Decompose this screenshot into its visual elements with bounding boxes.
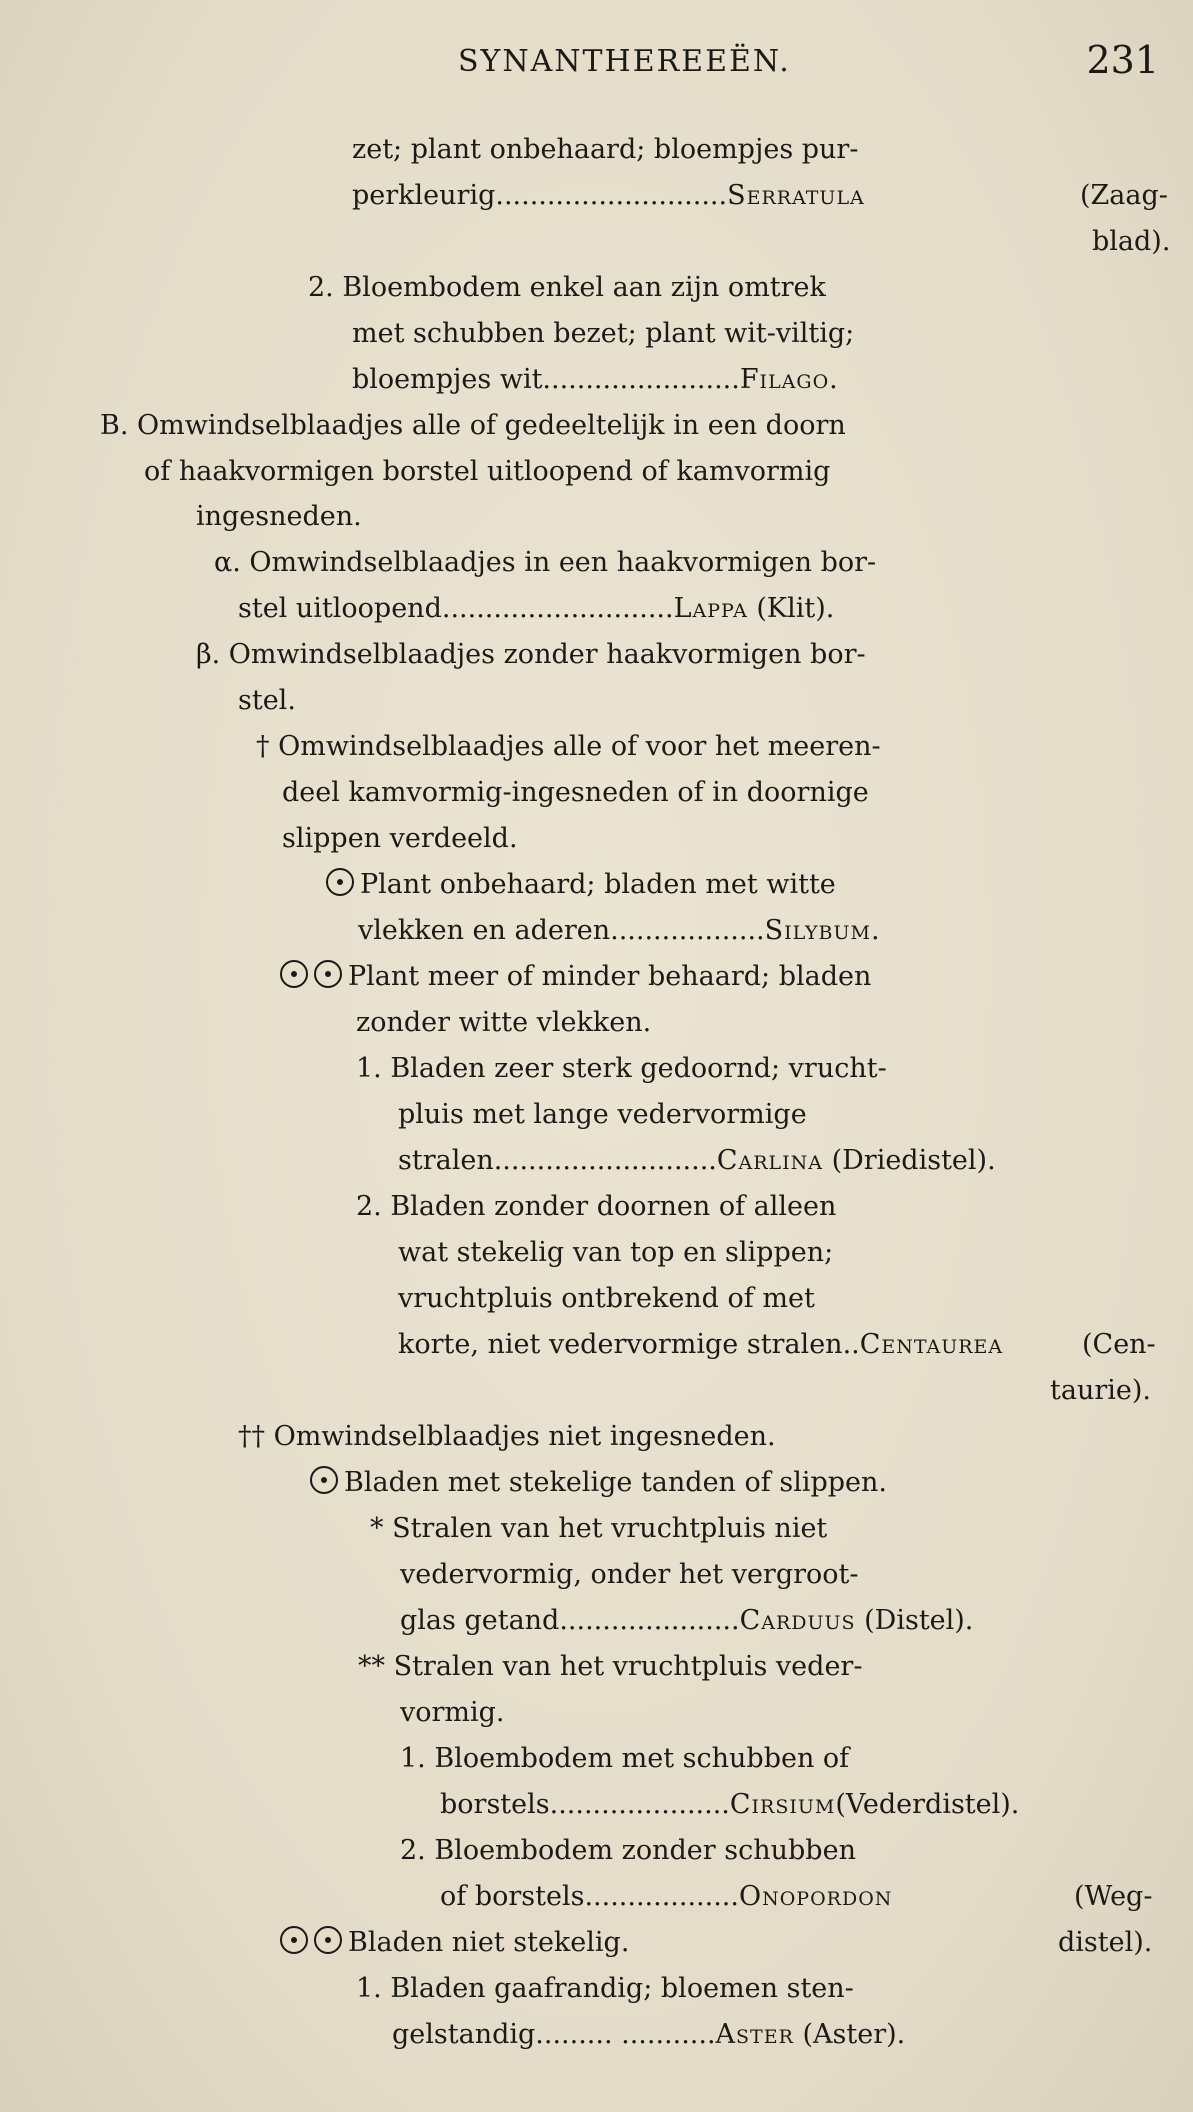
text-line bbox=[280, 957, 871, 997]
common-name: (Weg- bbox=[1074, 1881, 1153, 1912]
text-line bbox=[400, 1601, 973, 1641]
entry-leader: stel uitloopend........................... bbox=[238, 593, 674, 624]
text-line bbox=[440, 1877, 892, 1917]
text-line: vedervormig, onder het vergroot- bbox=[400, 1559, 859, 1590]
text-line: 1. Bladen gaafrandig; bloemen sten- bbox=[356, 1973, 854, 2004]
text-line: wat stekelig van top en slippen; bbox=[398, 1237, 834, 1268]
text-line bbox=[398, 1141, 996, 1181]
common-name: (Cen- bbox=[1082, 1329, 1156, 1360]
text-line: α. Omwindselblaadjes in een haakvormigen bor- bbox=[214, 547, 877, 578]
text-line bbox=[280, 1923, 629, 1963]
line-text: Plant onbehaard; bladen met witte bbox=[360, 869, 836, 900]
genus-name: Serratula bbox=[727, 180, 865, 211]
single-circle-dot-icon bbox=[310, 1466, 338, 1494]
text-line bbox=[326, 865, 836, 905]
double-circle-dot-icon bbox=[314, 1926, 342, 1954]
common-name: (Driedistel). bbox=[831, 1145, 996, 1176]
text-line: zet; plant onbehaard; bloempjes pur- bbox=[352, 134, 859, 165]
common-name: (Zaag- bbox=[1080, 180, 1168, 211]
genus-name: Filago. bbox=[739, 364, 839, 395]
entry-leader: korte, niet vedervormige stralen.. bbox=[398, 1329, 860, 1360]
text-line: vormig. bbox=[400, 1697, 505, 1728]
common-name: blad). bbox=[1092, 226, 1171, 257]
text-line: 2. Bloembodem enkel aan zijn omtrek bbox=[308, 272, 826, 303]
text-line bbox=[238, 589, 834, 629]
entry-leader: stralen.......................... bbox=[398, 1145, 717, 1176]
common-name: taurie). bbox=[1050, 1375, 1151, 1406]
text-line: stel. bbox=[238, 685, 296, 716]
text-line: † Omwindselblaadjes alle of voor het meeren- bbox=[256, 731, 881, 762]
entry-leader: vlekken en aderen.................. bbox=[358, 915, 765, 946]
text-line bbox=[392, 2015, 905, 2055]
entry-leader: gelstandig......... ........... bbox=[392, 2019, 716, 2050]
text-line bbox=[352, 360, 839, 400]
text-line: 1. Bloembodem met schubben of bbox=[400, 1743, 850, 1774]
genus-name: Onopordon bbox=[738, 1881, 893, 1912]
text-line: * Stralen van het vruchtpluis niet bbox=[370, 1513, 828, 1544]
text-line: pluis met lange vedervormige bbox=[398, 1099, 807, 1130]
common-name: distel). bbox=[1058, 1927, 1153, 1958]
text-line: B. Omwindselblaadjes alle of gedeeltelijk in een doorn bbox=[100, 410, 846, 441]
text-line: vruchtpluis ontbrekend of met bbox=[398, 1283, 815, 1314]
text-line: ** Stralen van het vruchtpluis veder- bbox=[358, 1651, 863, 1682]
text-line bbox=[310, 1463, 887, 1503]
double-circle-dot-icon bbox=[280, 960, 308, 988]
genus-name: Lappa bbox=[673, 593, 748, 624]
entry-leader: of borstels.................. bbox=[440, 1881, 739, 1912]
entry-leader: glas getand..................... bbox=[400, 1605, 740, 1636]
entry-leader: borstels..................... bbox=[440, 1789, 730, 1820]
text-line: deel kamvormig-ingesneden of in doornige bbox=[282, 777, 869, 808]
genus-name: Carlina bbox=[716, 1145, 824, 1176]
text-line: zonder witte vlekken. bbox=[356, 1007, 652, 1038]
running-header: SYNANTHEREEËN. bbox=[458, 44, 791, 79]
line-text: Bladen niet stekelig. bbox=[348, 1927, 630, 1958]
genus-name: Cirsium bbox=[729, 1789, 836, 1820]
genus-name: Centaurea bbox=[859, 1329, 1004, 1360]
genus-name: Aster bbox=[715, 2019, 794, 2050]
text-line: 1. Bladen zeer sterk gedoornd; vrucht- bbox=[356, 1053, 887, 1084]
text-line: met schubben bezet; plant wit-viltig; bbox=[352, 318, 855, 349]
text-line: ingesneden. bbox=[196, 501, 362, 532]
single-circle-dot-icon bbox=[326, 868, 354, 896]
entry-leader: perkleurig........................... bbox=[352, 180, 728, 211]
text-line: β. Omwindselblaadjes zonder haakvormigen bor- bbox=[196, 639, 866, 670]
genus-name: Carduus bbox=[739, 1605, 856, 1636]
entry-leader: bloempjes wit....................... bbox=[352, 364, 740, 395]
text-line: 2. Bloembodem zonder schubben bbox=[400, 1835, 856, 1866]
page-number: 231 bbox=[1086, 38, 1159, 82]
text-line bbox=[358, 911, 881, 951]
text-line: of haakvormigen borstel uitloopend of kamvormig bbox=[144, 456, 831, 487]
line-text: Bladen met stekelige tanden of slippen. bbox=[344, 1467, 888, 1498]
text-line bbox=[440, 1785, 1019, 1825]
genus-name: Silybum. bbox=[764, 915, 881, 946]
common-name: (Aster). bbox=[802, 2019, 906, 2050]
common-name: (Klit). bbox=[756, 593, 835, 624]
double-circle-dot-icon bbox=[280, 1926, 308, 1954]
text-line: †† Omwindselblaadjes niet ingesneden. bbox=[238, 1421, 776, 1452]
text-line: 2. Bladen zonder doornen of alleen bbox=[356, 1191, 837, 1222]
line-text: Plant meer of minder behaard; bladen bbox=[348, 961, 872, 992]
text-line bbox=[398, 1325, 1003, 1365]
text-line bbox=[352, 176, 865, 216]
double-circle-dot-icon bbox=[314, 960, 342, 988]
text-line: slippen verdeeld. bbox=[282, 823, 518, 854]
common-name: (Vederdistel). bbox=[835, 1789, 1020, 1820]
common-name: (Distel). bbox=[864, 1605, 974, 1636]
